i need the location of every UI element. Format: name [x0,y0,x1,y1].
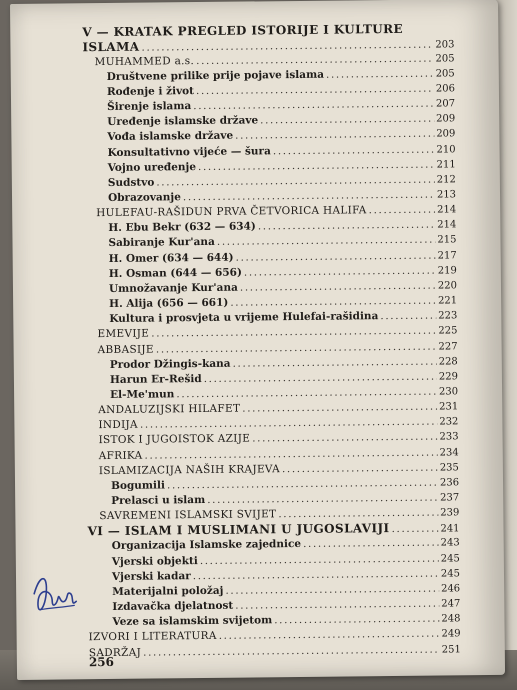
toc-leader-dots [235,127,434,143]
toc-entry-page: 245 [440,552,460,565]
toc-entry-title: ANDALUZIJSKI HILAFET [98,402,241,417]
toc-entry-title: Bogumili [110,479,166,492]
toc-leader-dots [303,536,439,551]
toc-leader-dots [369,203,436,218]
toc-entry-page: 233 [439,431,459,443]
toc-entry-title: H. Alija (656 — 661) [109,296,229,311]
toc-leader-dots [244,263,436,279]
toc-leader-dots [260,112,434,128]
toc-entry-title: Vjerski kadar [111,569,191,583]
toc-entry-page: 239 [440,507,460,519]
toc-entry-page: 246 [440,583,461,595]
toc-leader-dots [258,218,436,234]
toc-entry-title: ISLAMA [82,39,140,54]
toc-entry-page: 207 [435,98,456,110]
toc-leader-dots [196,82,434,98]
toc-leader-dots [144,445,437,462]
toc-entry-title: Vođa islamske države [107,130,234,144]
toc-entry-title: VI — ISLAM I MUSLIMANI U JUGOSLAVIJI [87,521,390,539]
toc-entry-title: Širenje islama [107,100,192,114]
toc-entry-page: 211 [436,159,456,171]
toc-entry-page: 209 [436,113,456,125]
toc-leader-dots [200,551,439,568]
toc-entry-page: 235 [439,462,459,474]
toc-entry-title: ABBASIJE [97,343,154,356]
toc-entry-title: MUHAMMED a.s. [94,54,195,68]
toc-entry-title: El-Me'mun [110,388,175,401]
toc-leader-dots [151,324,436,341]
toc-entry-title: Izdavačka djelatnost [112,599,234,614]
toc-leader-dots [204,369,437,385]
toc-entry-page: 234 [439,446,459,459]
toc-leader-dots [183,188,435,205]
toc-entry-title: AFRIKA [98,449,143,462]
toc-leader-dots [242,400,437,416]
toc-entry-page: 230 [438,386,459,398]
toc-entry-page: 217 [437,249,457,262]
toc-entry-title: ISTOK I JUGOISTOK AZIJE [98,432,251,447]
toc-leader-dots [252,430,437,446]
toc-entry-page: 237 [440,492,460,504]
toc-entry-title: INDIJA [98,418,138,432]
toc-leader-dots [230,294,436,310]
toc-entry-title: H. Ebu Bekr (632 — 634) [108,220,256,235]
toc-entry-title: Kultura i prosvjeta u vrijeme Hulefai-rašidina [109,310,379,326]
toc-leader-dots [278,506,438,522]
toc-entry-title: H. Osman (644 — 656) [108,266,242,280]
toc-entry-title: Veze sa islamskim svijetom [112,614,273,629]
toc-leader-dots [167,475,438,492]
toc-leader-dots [193,97,434,114]
toc-entry-page: 251 [441,643,461,656]
toc-entry-page: 205 [435,68,455,80]
toc-leader-dots [391,522,438,536]
toc-leader-dots [217,233,436,249]
toc-leader-dots [235,597,439,613]
toc-entry-page: 245 [440,568,461,580]
toc-leader-dots [156,172,435,189]
toc-entry-title: ISLAMIZACIJA NAŠIH KRAJEVA [98,462,281,477]
toc-leader-dots [273,142,435,158]
toc-leader-dots [198,157,435,173]
toc-leader-dots [207,491,438,507]
toc-entry-page: 223 [438,310,458,322]
toc-leader-dots [193,566,439,583]
toc-entry-title: Prodor Džingis-kana [109,357,231,371]
toc-entry-page: 243 [440,537,460,549]
toc-entry-page: 203 [435,38,455,51]
toc-entry-title: Harun Er-Rešid [109,372,202,386]
toc-entry-title: HULEFAU-RAŠIDUN PRVA ČETVORICA HALIFA [96,204,367,220]
toc-entry-title: Materijalni položaj [112,584,224,598]
toc-entry-page: 205 [435,52,455,65]
toc-leader-dots [225,581,439,597]
page-number: 256 [88,654,115,670]
toc-entry-page: 247 [441,598,461,610]
toc-entry-title: Uređenje islamske države [107,114,259,129]
toc-entry-title: Društvene prilike prije pojave islama [106,68,325,83]
toc-entry-title: H. Omer (634 — 644) [108,251,234,265]
toc-entry-title: Organizacija Islamske zajednice [111,538,302,553]
toc-entry-page: 228 [438,355,458,368]
toc-entry-page: 236 [439,477,460,489]
toc-entry-page: 212 [436,174,456,186]
table-of-contents [82,21,461,659]
toc-entry-page: 227 [438,340,458,353]
toc-entry-title: SAVREMENI ISLAMSKI SVIJET [99,508,277,523]
toc-entry-page: 210 [436,143,456,156]
toc-entry-page: 220 [437,280,458,292]
book-page [10,0,505,680]
toc-entry-page: 241 [440,523,460,535]
toc-entry-page: 214 [437,204,457,216]
toc-leader-dots [326,66,434,81]
toc-heading-text: V — KRATAK PREGLED ISTORIJE I KULTURE [82,21,404,40]
toc-entry-title: Rođenje i život [106,85,195,98]
toc-entry-page: 213 [436,189,457,201]
toc-leader-dots [236,248,436,264]
toc-entry-page: 232 [439,416,459,428]
toc-leader-dots [196,51,434,67]
toc-entry-title: Vjerski objekti [111,554,198,568]
toc-entry-page: 221 [437,295,458,307]
toc-entry-page: 215 [437,234,457,246]
toc-entry-title: Konsultativno vijeće — šura [107,144,271,159]
handwritten-signature [26,563,87,624]
toc-leader-dots [143,642,440,659]
toc-entry-title: Vojno uređenje [107,160,197,174]
toc-entry [89,642,461,660]
toc-entry-title: EMEVIJE [97,327,150,341]
toc-entry-title: Prelasci u islam [111,493,206,507]
toc-leader-dots [380,309,436,324]
toc-leader-dots [232,354,436,370]
toc-entry-page: 249 [441,628,461,640]
toc-entry-page: 229 [438,371,458,383]
toc-entry-page: 206 [435,83,455,95]
toc-entry-title: Sabiranje Kur'ana [108,236,215,250]
toc-leader-dots [240,278,436,294]
toc-entry-page: 231 [439,401,459,413]
toc-entry-page: 214 [437,219,457,231]
toc-entry-title: Sudstvo [107,176,155,189]
toc-leader-dots [156,339,437,356]
toc-entry-title: Obrazovanje [107,191,181,204]
toc-leader-dots [140,415,438,432]
toc-leader-dots [282,460,438,476]
toc-entry-title: IZVORI I LITERATURA [88,630,217,644]
toc-entry-page: 209 [436,128,456,140]
toc-leader-dots [274,612,439,628]
toc-entry-page: 219 [437,265,457,277]
toc-entry-title: Umnožavanje Kur'ana [108,281,238,295]
toc-entry-page: 225 [438,325,458,337]
toc-entry-title: SADRŽAJ [88,646,142,659]
toc-entry-page: 248 [441,613,461,625]
toc-leader-dots [219,627,440,643]
toc-leader-dots [176,384,437,401]
